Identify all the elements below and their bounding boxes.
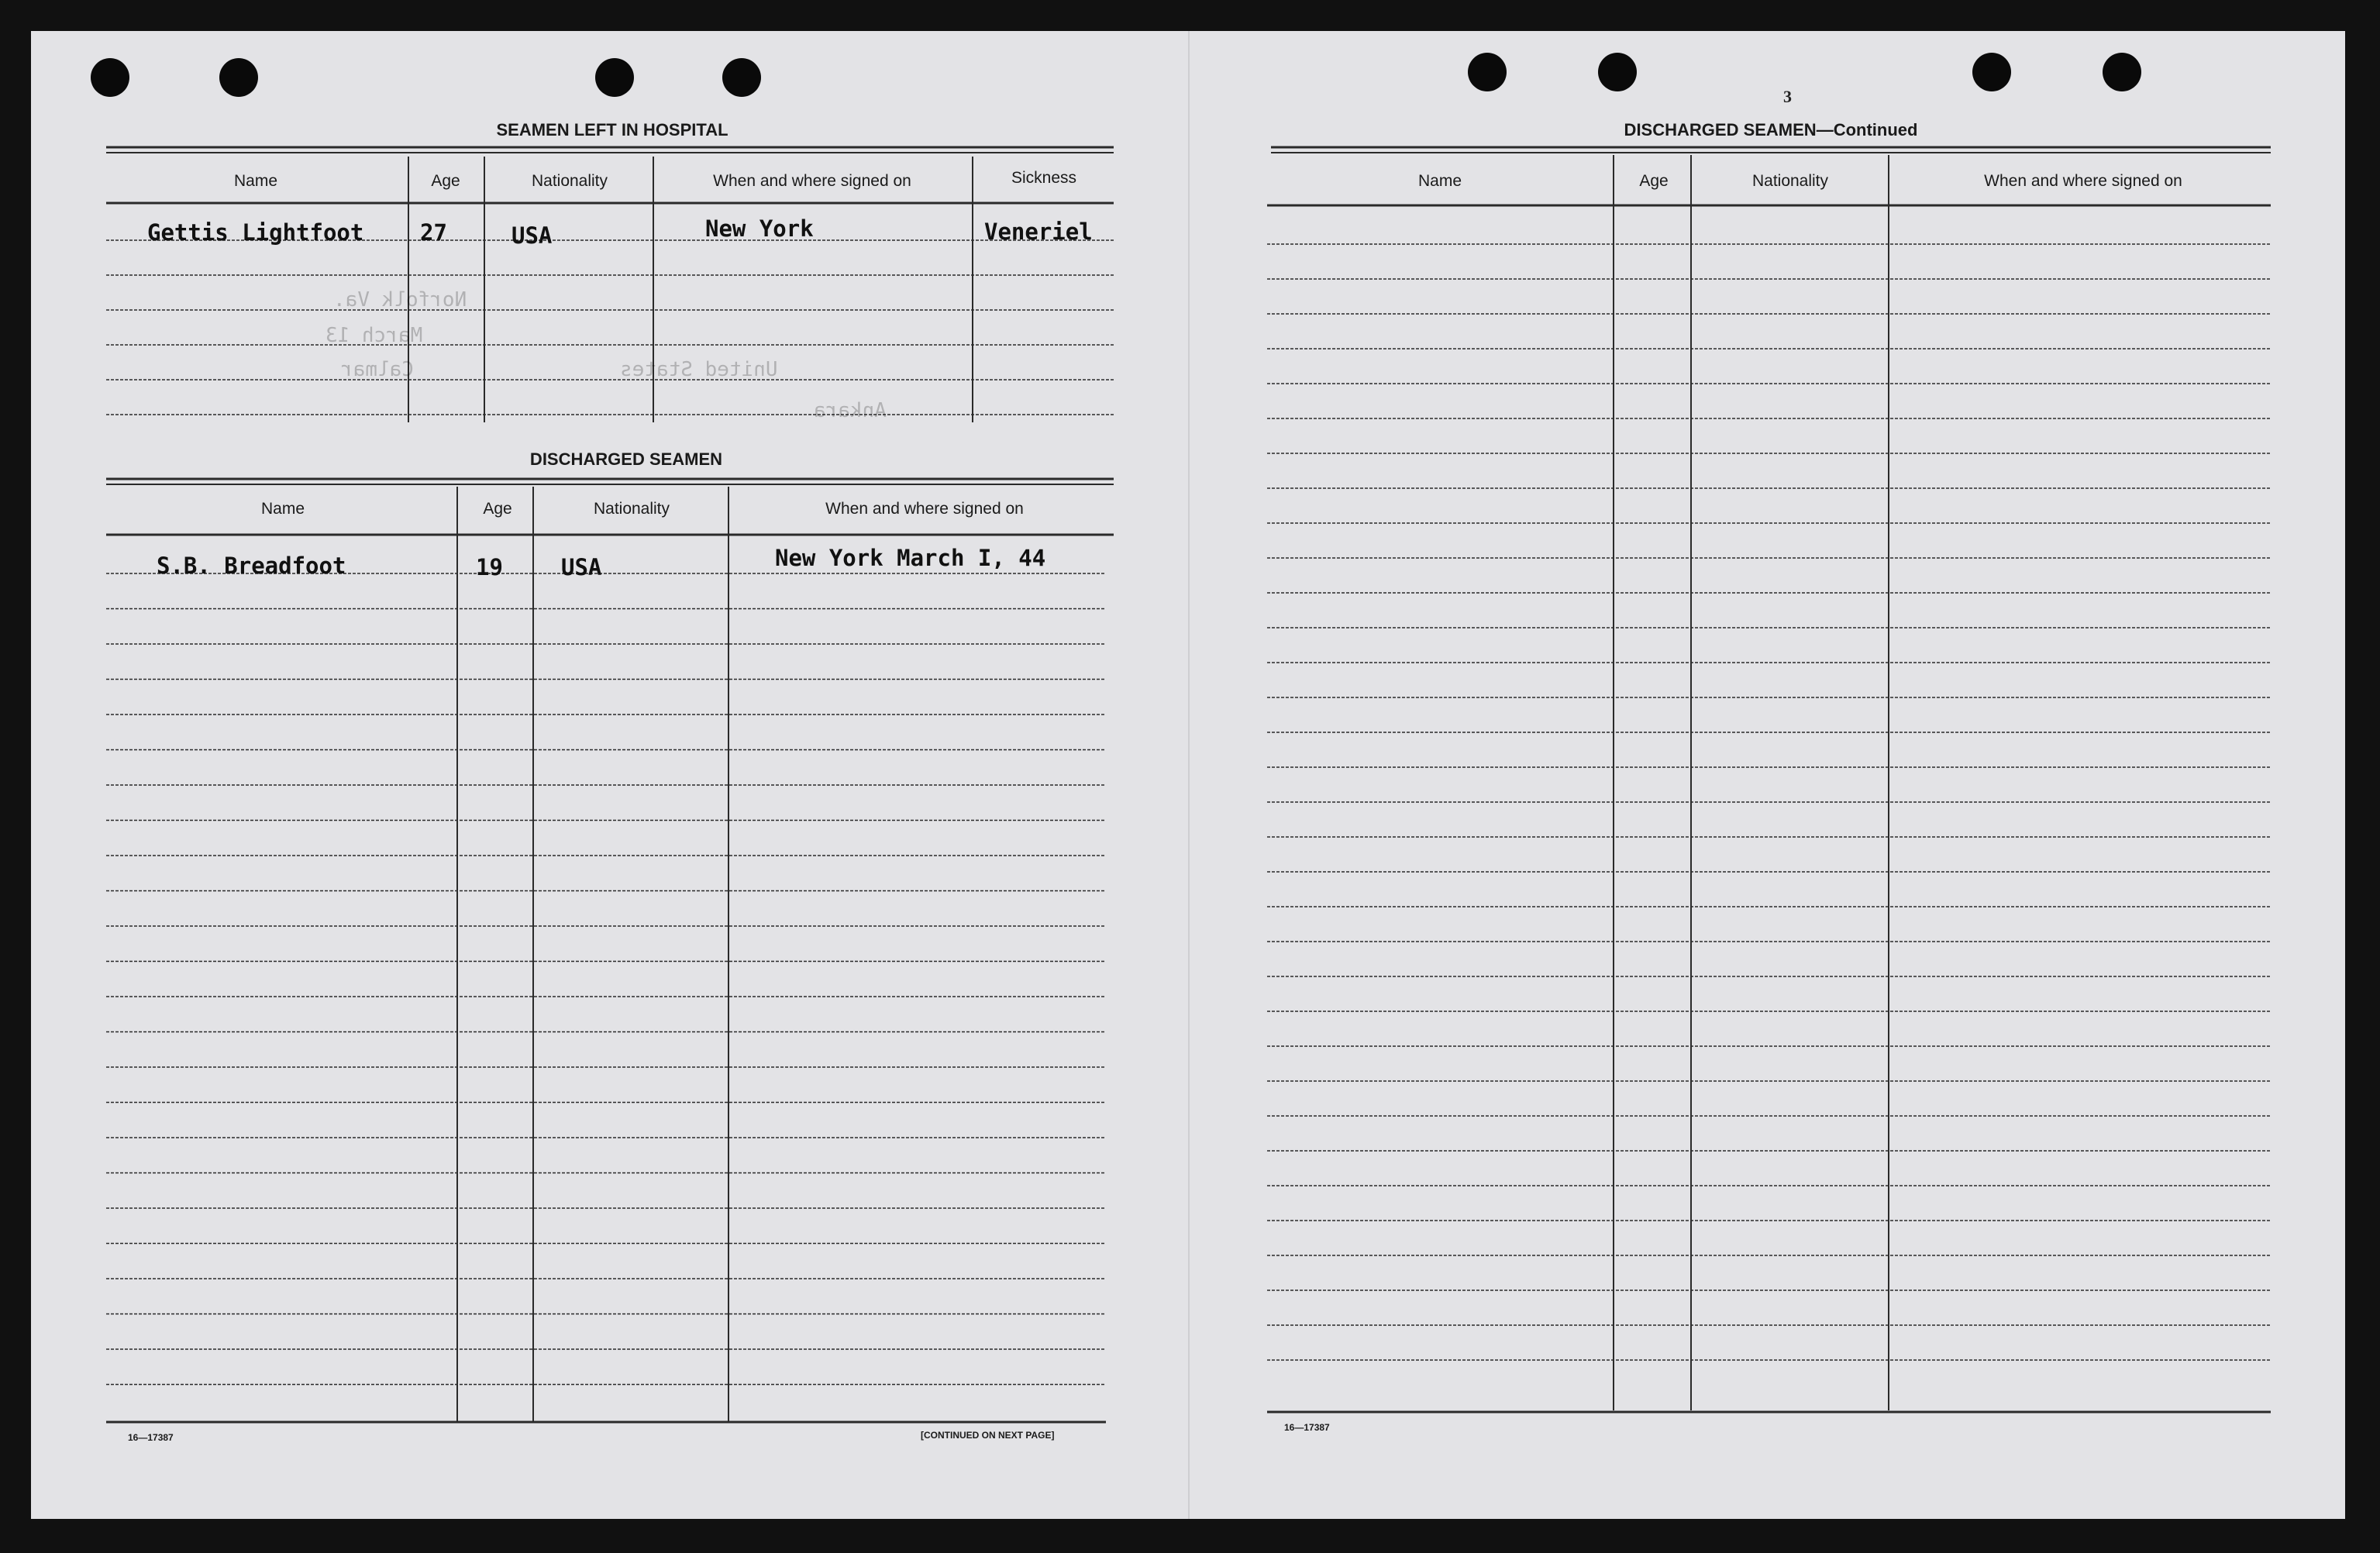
hospital-header-sickness: Sickness xyxy=(1011,169,1077,187)
discharged-row-age: 19 xyxy=(476,554,503,580)
hospital-header-name: Name xyxy=(233,172,278,190)
bleed-through-text: Calmar xyxy=(341,358,414,381)
bleed-through-text: Norfolk Va. xyxy=(333,288,467,312)
hospital-row-age: 27 xyxy=(420,219,447,246)
right-header-age: Age xyxy=(1639,172,1669,190)
hospital-section-title: SEAMEN LEFT IN HOSPITAL xyxy=(496,120,728,139)
continued-note: [CONTINUED ON NEXT PAGE] xyxy=(921,1430,1055,1441)
discharged-section-title: DISCHARGED SEAMEN xyxy=(529,449,723,469)
discharged-header-age: Age xyxy=(483,500,512,518)
discharged-row-nationality: USA xyxy=(561,554,602,580)
discharged-header-signed-on: When and where signed on xyxy=(825,500,1024,518)
discharged-row-name: S.B. Breadfoot xyxy=(157,553,346,579)
form-number: 16—17387 xyxy=(128,1432,174,1443)
right-header-name: Name xyxy=(1417,172,1462,190)
right-section-title: DISCHARGED SEAMEN—Continued xyxy=(1624,120,1918,139)
bleed-through-text: United States xyxy=(620,358,778,381)
hospital-header-signed-on: When and where signed on xyxy=(713,172,911,190)
hospital-header-nationality: Nationality xyxy=(531,172,608,190)
right-header-nationality: Nationality xyxy=(1751,172,1829,190)
right-form-number: 16—17387 xyxy=(1284,1422,1330,1433)
bleed-through-text: Ankara xyxy=(814,399,887,422)
hospital-row-nationality: USA xyxy=(511,222,553,249)
discharged-header-name: Name xyxy=(260,500,305,518)
discharged-header-nationality: Nationality xyxy=(593,500,670,518)
discharged-row-signed-on: New York March I, 44 xyxy=(775,545,1046,571)
hospital-row-sickness: Veneriel xyxy=(984,219,1093,245)
page-number: 3 xyxy=(1783,87,1792,106)
hospital-row-signed-on: New York xyxy=(705,215,814,242)
hospital-header-age: Age xyxy=(431,172,460,190)
hospital-row-name: Gettis Lightfoot xyxy=(147,219,364,246)
right-header-signed-on: When and where signed on xyxy=(1984,172,2182,190)
bleed-through-text: March 13 xyxy=(325,324,423,347)
